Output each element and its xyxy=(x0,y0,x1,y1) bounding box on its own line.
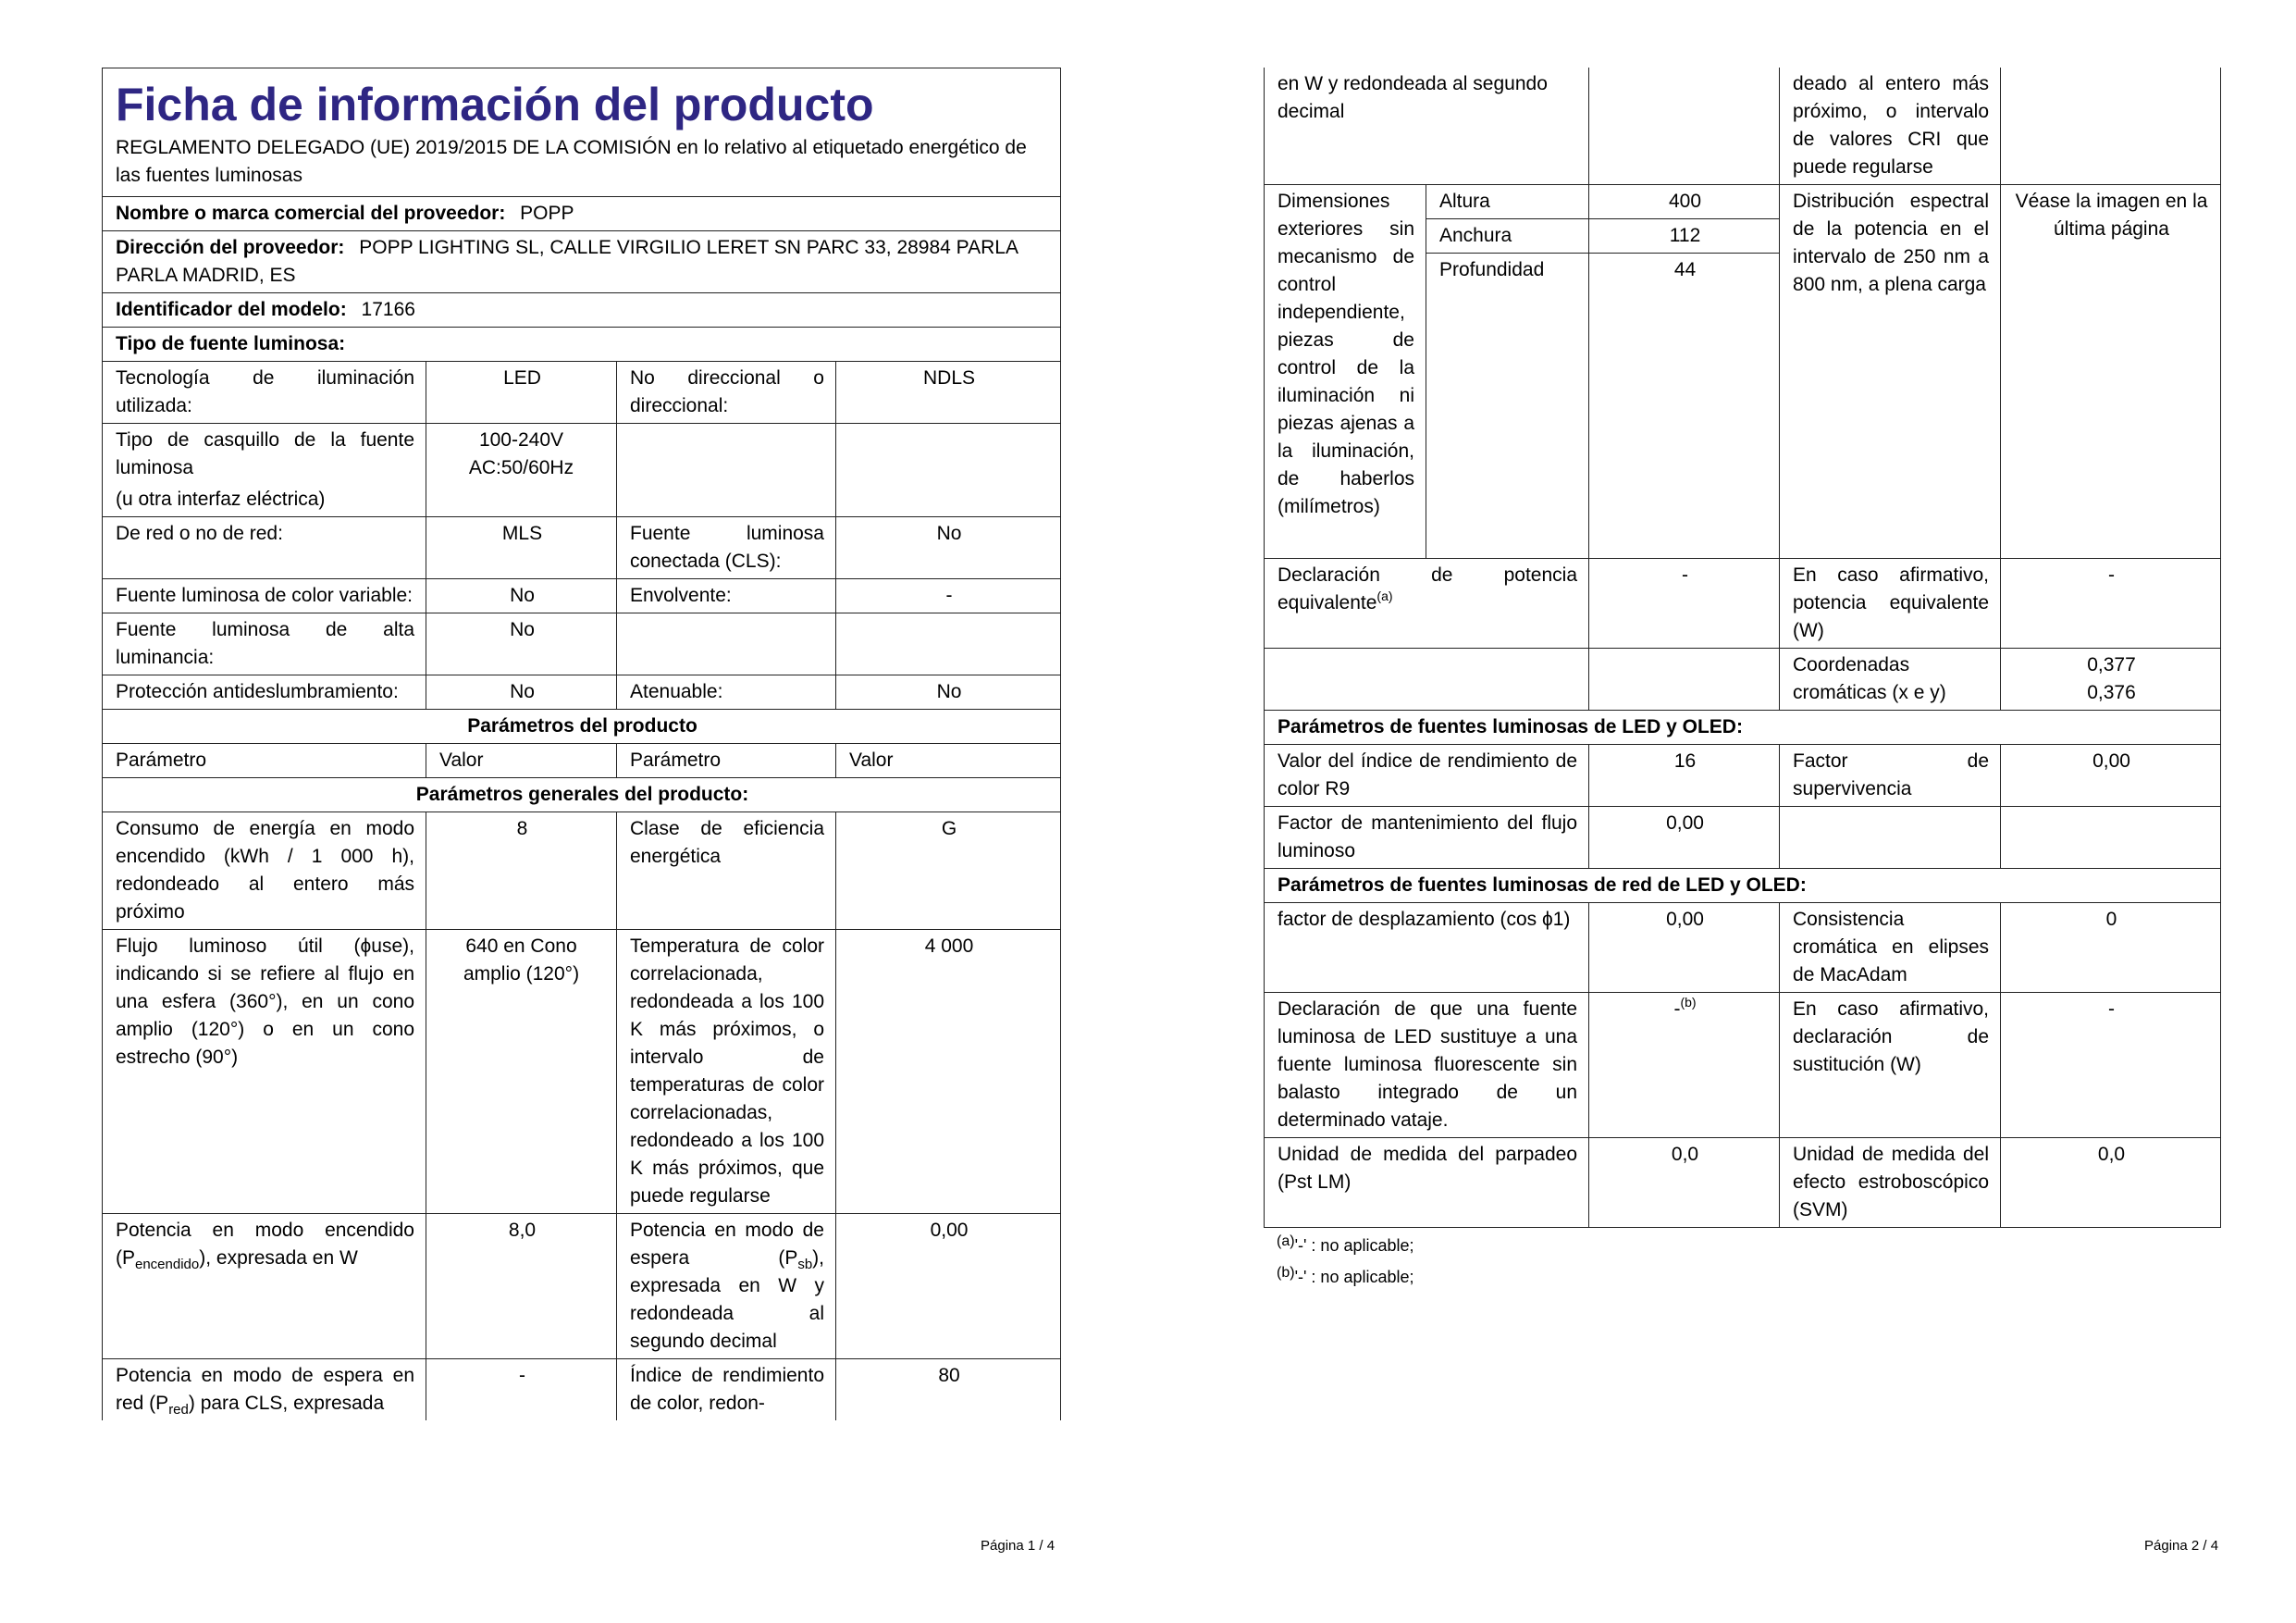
column-header-value: Valor xyxy=(836,744,1061,778)
table-row xyxy=(103,930,1061,1214)
param-cell: Temperatura de color correlacionada, redondeada a los 100 K más próximos, o intervalo de temperaturas de color correlacionadas, redondeado a los 100 K más próximos, que puede regularse xyxy=(617,930,836,1214)
product-params-heading: Parámetros del producto xyxy=(103,710,1061,744)
value-cell: No xyxy=(836,675,1061,710)
supplier-address-row xyxy=(103,231,1061,293)
led-oled-heading: Parámetros de fuentes luminosas de LED y OLED: xyxy=(1265,711,2221,745)
param-text: ), expresada en W xyxy=(199,1247,358,1269)
table-row xyxy=(103,675,1061,710)
dimension-name: Profundidad xyxy=(1426,254,1589,559)
param-cell: Consistencia cromática en elipses de MacAdam xyxy=(1780,903,2001,993)
table-row xyxy=(103,362,1061,424)
dimension-value: 112 xyxy=(1589,219,1780,254)
param-cell: Envolvente: xyxy=(617,579,836,613)
footnote-ref: (b) xyxy=(1680,995,1697,1010)
param-cell: Clase de eficiencia energética xyxy=(617,812,836,930)
param-cell: Factor de supervivencia xyxy=(1780,745,2001,807)
value-cell: G xyxy=(836,812,1061,930)
param-cell: En caso afirmativo, declaración de sustitución (W) xyxy=(1780,993,2001,1138)
param-cell xyxy=(617,1214,836,1359)
regulation-subtitle: REGLAMENTO DELEGADO (UE) 2019/2015 DE LA COMISIÓN en lo relativo al etiquetado energético de las fuentes luminosas xyxy=(116,137,1027,186)
footnote-mark: (b) xyxy=(1277,1265,1295,1281)
table-row xyxy=(103,613,1061,675)
footnote-b xyxy=(1264,1261,2220,1293)
value-cell: 8,0 xyxy=(426,1214,617,1359)
footnote-text: '-' : no aplicable; xyxy=(1294,1236,1414,1255)
model-row xyxy=(103,293,1061,328)
value-cell xyxy=(836,613,1061,675)
value-cell: No xyxy=(426,675,617,710)
param-cell: Índice de rendimiento de color, redon- xyxy=(617,1359,836,1421)
param-cell xyxy=(103,1214,426,1359)
value-cell: - xyxy=(1589,559,1780,649)
column-header-param: Parámetro xyxy=(103,744,426,778)
dimensions-label: Dimensiones exteriores sin mecanismo de control independiente, piezas de control de la iluminación ni piezas ajenas a la iluminación, de haberlos (milímetros) xyxy=(1265,185,1426,559)
table-row xyxy=(103,424,1061,517)
product-info-table xyxy=(102,68,1061,1420)
value-cell xyxy=(836,424,1061,517)
param-cell: Consumo de energía en modo encendido (kWh / 1 000 h), redondeado al entero más próximo xyxy=(103,812,426,930)
table-row xyxy=(1265,68,2221,185)
value-cell: No xyxy=(836,517,1061,579)
param-cell: Coordenadas cromáticas (x e y) xyxy=(1780,649,2001,711)
param-text: Potencia en modo de espera en red (P xyxy=(116,1365,414,1414)
chroma-x: 0,377 xyxy=(2087,654,2136,675)
value-cell: 640 en Cono amplio (120°) xyxy=(426,930,617,1214)
param-cell xyxy=(617,613,836,675)
table-row xyxy=(103,517,1061,579)
param-cell: Fuente luminosa conectada (CLS): xyxy=(617,517,836,579)
value-cell: MLS xyxy=(426,517,617,579)
page-1 xyxy=(102,0,1060,1554)
value-cell: 0 xyxy=(2001,903,2221,993)
mains-led-oled-heading: Parámetros de fuentes luminosas de red de LED y OLED: xyxy=(1265,869,2221,903)
model-label: Identificador del modelo: xyxy=(116,299,347,320)
value-cell xyxy=(1589,993,1780,1138)
value-cell xyxy=(2001,68,2221,185)
param-cell: Atenuable: xyxy=(617,675,836,710)
param-cell: en W y redondeada al segundo decimal xyxy=(1265,68,1589,185)
table-row xyxy=(103,1214,1061,1359)
document-title: Ficha de información del producto xyxy=(116,79,874,130)
model-identifier: 17166 xyxy=(361,299,415,320)
param-cell: Fuente luminosa de alta luminancia: xyxy=(103,613,426,675)
table-row xyxy=(1265,649,2221,711)
param-cell xyxy=(103,1359,426,1421)
supplier-address: POPP LIGHTING SL, CALLE VIRGILIO LERET SN PARC 33, 28984 PARLA PARLA MADRID, ES xyxy=(116,237,1018,286)
value-cell xyxy=(1589,68,1780,185)
footnote-a xyxy=(1264,1230,2220,1261)
value-cell: 80 xyxy=(836,1359,1061,1421)
dimension-value: 44 xyxy=(1589,254,1780,559)
param-text: Tipo de casquillo de la fuente luminosa xyxy=(116,429,414,478)
param-text: Potencia en modo encendido (P xyxy=(116,1220,414,1269)
footnote-ref: (a) xyxy=(1376,588,1393,603)
param-cell xyxy=(103,424,426,517)
column-header-param: Parámetro xyxy=(617,744,836,778)
table-row xyxy=(1265,559,2221,649)
value-cell: 0,00 xyxy=(836,1214,1061,1359)
column-header-row xyxy=(103,744,1061,778)
param-cell xyxy=(1780,807,2001,869)
table-row xyxy=(1265,807,2221,869)
supplier-name-label: Nombre o marca comercial del proveedor: xyxy=(116,203,506,224)
param-text: ), expresada en W y redondeada al segundo decimal xyxy=(630,1247,824,1352)
page-number: Página 2 / 4 xyxy=(2144,1538,2219,1554)
param-subscript: sb xyxy=(797,1257,813,1272)
param-cell: deado al entero más próximo, o intervalo de valores CRI que puede regularse xyxy=(1780,68,2001,185)
param-text: Declaración de potencia equivalente xyxy=(1278,564,1578,613)
dimension-name: Anchura xyxy=(1426,219,1589,254)
table-row xyxy=(1265,185,2221,219)
param-cell xyxy=(617,424,836,517)
value-cell: 0,0 xyxy=(2001,1138,2221,1228)
param-cell: En caso afirmativo, potencia equivalente (W) xyxy=(1780,559,2001,649)
param-cell: Fuente luminosa de color variable: xyxy=(103,579,426,613)
value-cell: LED xyxy=(426,362,617,424)
param-cell: Valor del índice de rendimiento de color R9 xyxy=(1265,745,1589,807)
param-subscript: red xyxy=(168,1402,189,1418)
value-cell: - xyxy=(426,1359,617,1421)
table-row xyxy=(103,812,1061,930)
value-cell xyxy=(2001,807,2221,869)
value-cell: 0,00 xyxy=(1589,807,1780,869)
param-cell xyxy=(1265,559,1589,649)
value-cell: - xyxy=(2001,559,2221,649)
title-cell xyxy=(103,68,1061,197)
footnote-mark: (a) xyxy=(1277,1233,1295,1249)
param-cell: Unidad de medida del efecto estroboscópico (SVM) xyxy=(1780,1138,2001,1228)
param-cell: Unidad de medida del parpadeo (Pst LM) xyxy=(1265,1138,1589,1228)
value-cell: 0,00 xyxy=(1589,903,1780,993)
table-row xyxy=(1265,903,2221,993)
table-row xyxy=(1265,745,2221,807)
param-cell: De red o no de red: xyxy=(103,517,426,579)
param-cell: Flujo luminoso útil (ϕuse), indicando si se refiere al flujo en una esfera (360°), en un cono amplio (120°) o en un cono estrecho (90°) xyxy=(103,930,426,1214)
param-note: (u otra interfaz eléctrica) xyxy=(116,489,326,510)
param-cell: No direccional o direccional: xyxy=(617,362,836,424)
dimension-name: Altura xyxy=(1426,185,1589,219)
supplier-address-label: Dirección del proveedor: xyxy=(116,237,345,258)
value-cell: 0,0 xyxy=(1589,1138,1780,1228)
value-cell xyxy=(1589,649,1780,711)
value-cell: 8 xyxy=(426,812,617,930)
footnotes xyxy=(1264,1230,2220,1293)
value-cell: No xyxy=(426,579,617,613)
param-text: ) para CLS, expresada xyxy=(188,1393,385,1414)
supplier-name: POPP xyxy=(520,203,574,224)
footnote-text: '-' : no aplicable; xyxy=(1294,1268,1414,1286)
param-cell: factor de desplazamiento (cos ϕ1) xyxy=(1265,903,1589,993)
value-cell: - xyxy=(2001,993,2221,1138)
value-cell: 16 xyxy=(1589,745,1780,807)
param-cell: Protección antideslumbramiento: xyxy=(103,675,426,710)
value-cell: 4 000 xyxy=(836,930,1061,1214)
value-text: - xyxy=(1673,998,1681,1020)
spectral-label: Distribución espectral de la potencia en el intervalo de 250 nm a 800 nm, a plena carga xyxy=(1780,185,2001,559)
param-subscript: encendido xyxy=(135,1257,200,1272)
dimension-value: 400 xyxy=(1589,185,1780,219)
page-number: Página 1 / 4 xyxy=(981,1538,1055,1554)
param-cell: Tecnología de iluminación utilizada: xyxy=(103,362,426,424)
column-header-value: Valor xyxy=(426,744,617,778)
value-cell: 100-240V AC:50/60Hz xyxy=(426,424,617,517)
spectral-value: Véase la imagen en la última página xyxy=(2001,185,2221,559)
general-params-heading: Parámetros generales del producto: xyxy=(103,778,1061,812)
param-cell: Declaración de que una fuente luminosa de LED sustituye a una fuente luminosa fluorescente sin balasto integrado de un determinado vataje. xyxy=(1265,993,1589,1138)
value-cell xyxy=(2001,649,2221,711)
table-row xyxy=(1265,993,2221,1138)
product-info-table-continued xyxy=(1264,68,2221,1228)
supplier-name-row xyxy=(103,197,1061,231)
value-cell: NDLS xyxy=(836,362,1061,424)
value-cell: 0,00 xyxy=(2001,745,2221,807)
source-type-heading: Tipo de fuente luminosa: xyxy=(103,328,1061,362)
table-row xyxy=(103,579,1061,613)
page-2 xyxy=(1264,0,2220,1554)
value-cell: - xyxy=(836,579,1061,613)
param-text: Potencia en modo de espera (P xyxy=(630,1220,824,1269)
param-cell: Factor de mantenimiento del flujo luminoso xyxy=(1265,807,1589,869)
table-row xyxy=(1265,1138,2221,1228)
chroma-y: 0,376 xyxy=(2087,682,2136,703)
table-row xyxy=(103,1359,1061,1421)
param-cell xyxy=(1265,649,1589,711)
value-cell: No xyxy=(426,613,617,675)
